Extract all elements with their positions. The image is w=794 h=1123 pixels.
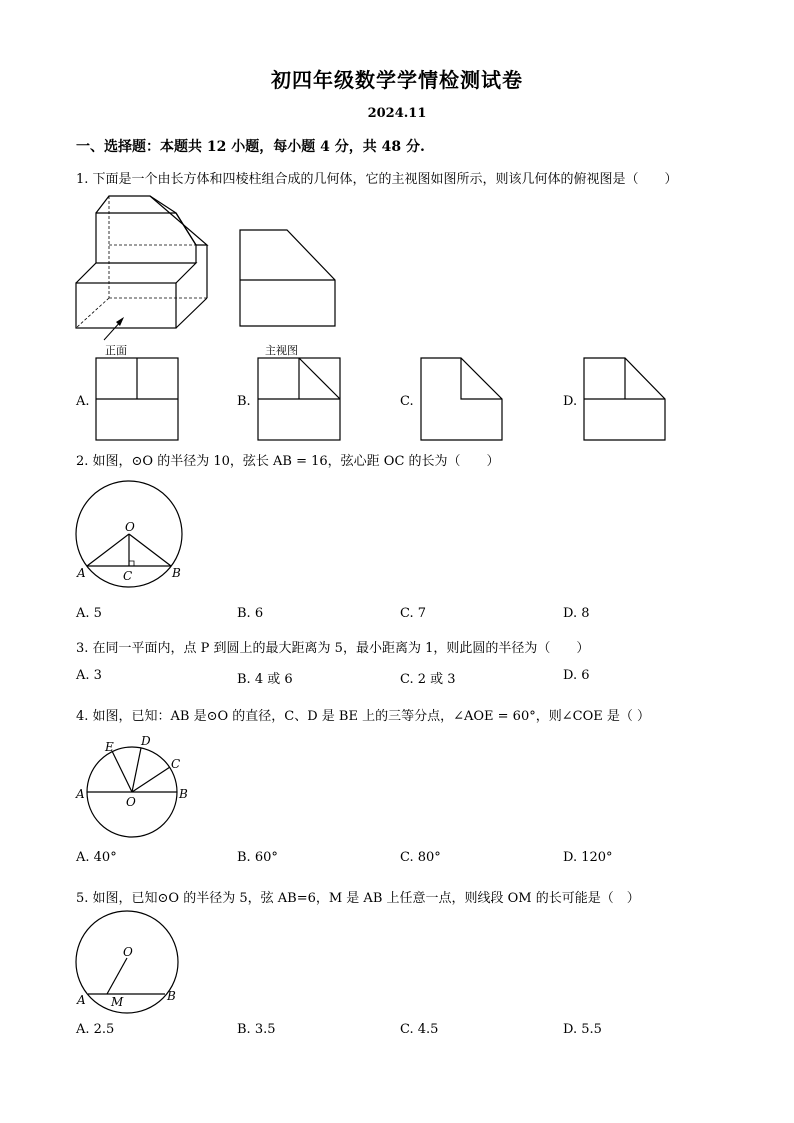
q5-option-a[interactable]: A. 2.5 [76, 1022, 115, 1037]
q2-label-c: C [123, 569, 133, 583]
question-2-text: 2. 如图，⊙O 的半径为 10，弦长 AB = 16，弦心距 OC 的长为（ ） [76, 454, 500, 469]
question-5-text: 5. 如图，已知⊙O 的半径为 5，弦 AB=6，M 是 AB 上任意一点，则线段 OM 的长可能是（ ） [76, 891, 640, 906]
q2-option-b[interactable]: B. 6 [237, 606, 264, 621]
q2-option-a[interactable]: A. 5 [76, 606, 102, 621]
page-title: 初四年级数学学情检测试卷 [271, 68, 523, 92]
question-4-text: 4. 如图，已知：AB 是⊙O 的直径，C、D 是 BE 上的三等分点，∠AOE = 60°，则∠COE 是（ ） [76, 709, 650, 724]
question-3-text: 3. 在同一平面内，点 P 到圆上的最大距离为 5，最小距离为 1，则此圆的半径为（ ） [76, 641, 590, 656]
question-1-text: 1. 下面是一个由长方体和四棱柱组合成的几何体，它的主视图如图所示，则该几何体的俯视图是（ ） [76, 172, 678, 187]
q5-option-c[interactable]: C. 4.5 [400, 1022, 439, 1037]
q4-option-a[interactable]: A. 40° [76, 850, 117, 865]
q1-option-a[interactable]: A. [76, 394, 90, 409]
q4-option-b[interactable]: B. 60° [237, 850, 278, 865]
q4-label-a: A [76, 787, 85, 801]
q4-label-b: B [179, 787, 188, 801]
exam-date: 2024.11 [367, 106, 427, 121]
q2-option-c[interactable]: C. 7 [400, 606, 427, 621]
q2-label-a: A [77, 566, 86, 580]
q5-option-d[interactable]: D. 5.5 [563, 1022, 602, 1037]
main-view-label: 主视图 [265, 344, 298, 357]
q3-option-d[interactable]: D. 6 [563, 668, 590, 683]
q2-label-o: O [125, 520, 135, 534]
q4-label-d: D [141, 734, 151, 748]
q4-label-o: O [126, 795, 136, 809]
front-label: 正面 [105, 344, 127, 357]
q4-option-d[interactable]: D. 120° [563, 850, 613, 865]
q2-option-d[interactable]: D. 8 [563, 606, 590, 621]
q1-option-b[interactable]: B. [237, 394, 251, 409]
q3-option-a[interactable]: A. 3 [76, 668, 102, 683]
q3-option-b[interactable]: B. 4 或 6 [237, 672, 293, 687]
q1-option-c[interactable]: C. [400, 394, 414, 409]
q5-label-m: M [111, 995, 124, 1009]
q5-label-b: B [167, 989, 176, 1003]
q4-option-c[interactable]: C. 80° [400, 850, 441, 865]
q5-label-a: A [77, 993, 86, 1007]
q4-label-c: C [171, 757, 181, 771]
q5-label-o: O [123, 945, 133, 959]
q2-label-b: B [172, 566, 181, 580]
q1-option-d[interactable]: D. [563, 394, 578, 409]
q4-label-e: E [105, 740, 114, 754]
q3-option-c[interactable]: C. 2 或 3 [400, 672, 456, 687]
q5-option-b[interactable]: B. 3.5 [237, 1022, 276, 1037]
section-heading: 一、选择题：本题共 12 小题，每小题 4 分，共 48 分. [76, 139, 425, 155]
